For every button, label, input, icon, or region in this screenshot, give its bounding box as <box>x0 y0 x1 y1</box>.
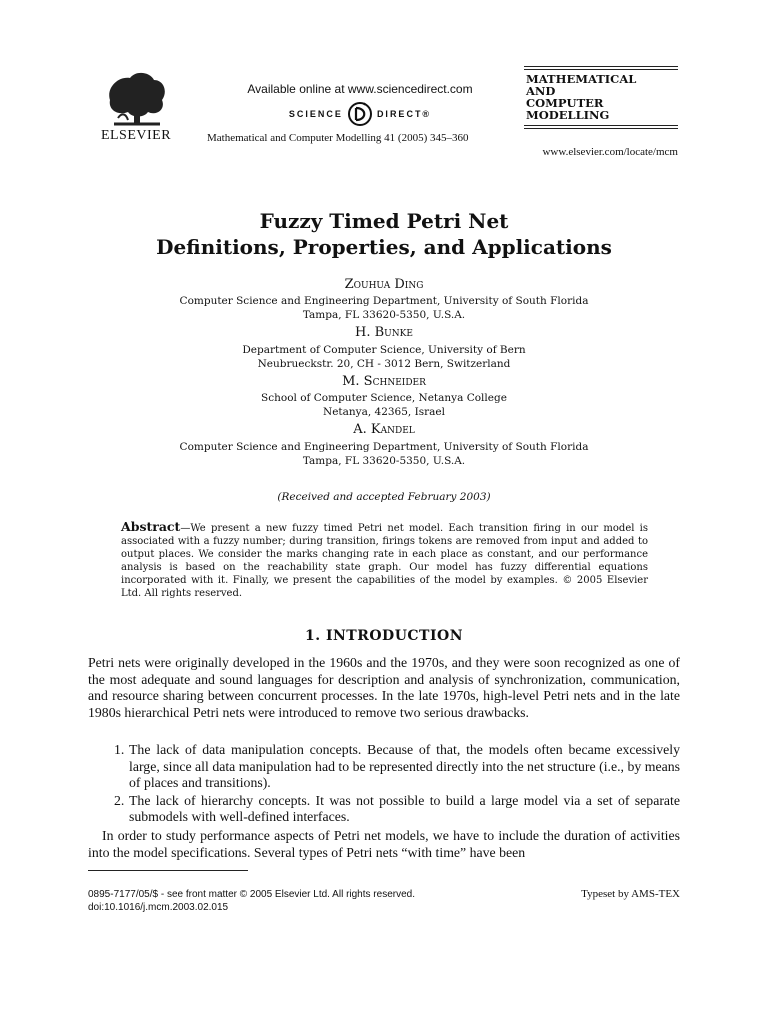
author-name: A. Kandel <box>353 422 415 437</box>
sciencedirect-right-word: DIRECT® <box>376 109 432 119</box>
title-line: Definitions, Properties, and Applications <box>156 235 612 259</box>
journal-citation: Mathematical and Computer Modelling 41 (2005) 345–360 <box>207 132 469 144</box>
issn-line: 0895-7177/05/$ - see front matter © 2005 Elsevier Ltd. All rights reserved. <box>88 889 415 900</box>
rule-bottom-1 <box>524 125 678 126</box>
sciencedirect-d-icon <box>347 101 373 127</box>
affiliation-line: Tampa, FL 33620-5350, U.S.A. <box>302 455 466 467</box>
abstract-label: Abstract <box>121 519 181 534</box>
list-item-text: The lack of hierarchy concepts. It was not possible to build a large model via a set of separate submodels with well-defined interfaces. <box>129 792 680 825</box>
author-name: M. Schneider <box>342 374 426 389</box>
list-item-number: 1. <box>114 742 125 757</box>
author-affiliation <box>60 343 708 371</box>
list-item-text: The lack of data manipulation concepts. Because of that, the models often became excessively large, since all data manipulation had to be represented directly into the net structure (i.e., by means of places and transitions). <box>129 742 680 791</box>
available-online-text: Available online at www.sciencedirect.com <box>247 82 473 96</box>
rule-top-2 <box>524 69 678 70</box>
journal-name-line: MATHEMATICAL <box>526 72 637 86</box>
journal-name <box>526 73 678 121</box>
sciencedirect-logo <box>250 103 470 125</box>
author-name: H. Bunke <box>355 325 413 340</box>
author-name: Zouhua Ding <box>344 277 424 292</box>
affiliation-line: Netanya, 42365, Israel <box>323 406 445 418</box>
journal-website: www.elsevier.com/locate/mcm <box>542 146 678 158</box>
list-item <box>114 793 680 826</box>
rule-top-1 <box>524 66 678 67</box>
elsevier-logo <box>96 70 176 146</box>
affiliation-line: Computer Science and Engineering Department, University of South Florida <box>179 441 589 453</box>
affiliation-line: Neubrueckstr. 20, CH - 3012 Bern, Switzerland <box>257 358 511 370</box>
elsevier-wordmark: ELSEVIER <box>100 128 172 143</box>
affiliation-line: School of Computer Science, Netanya College <box>261 392 507 404</box>
intro-paragraph-1: Petri nets were originally developed in the 1960s and the 1970s, and they were soon recognized as one of the most adequate and sound languages for description and analysis of synchronization, communication, and resource sharing between concurrent processes. In the late 1970s, high-level Petri nets and in the late 1980s hierarchical Petri nets were introduced to remove two serious drawbacks. <box>88 655 680 720</box>
journal-name-line: MODELLING <box>526 108 610 122</box>
list-item-number: 2. <box>114 792 125 808</box>
affiliation-line: Tampa, FL 33620-5350, U.S.A. <box>302 309 466 321</box>
doi-line: doi:10.1016/j.mcm.2003.02.015 <box>88 902 229 913</box>
title-line: Fuzzy Timed Petri Net <box>259 209 509 233</box>
received-date: (Received and accepted February 2003) <box>277 491 491 503</box>
author-affiliation <box>60 440 708 468</box>
section-heading: 1. INTRODUCTION <box>304 628 464 644</box>
journal-name-block <box>524 66 678 131</box>
journal-name-line: COMPUTER <box>526 96 604 110</box>
affiliation-line: Computer Science and Engineering Department, University of South Florida <box>179 295 589 307</box>
typeset-note: Typeset by AMS-TEX <box>581 888 680 900</box>
intro-paragraph-2: In order to study performance aspects of Petri net models, we have to include the duration of activities into the model specifications. Several types of Petri nets “with time” have been <box>88 828 680 860</box>
drawbacks-list <box>114 742 680 827</box>
journal-name-line: AND <box>526 84 556 98</box>
sciencedirect-left-word: SCIENCE <box>288 109 343 119</box>
rule-bottom-2 <box>524 128 678 129</box>
footnote-rule <box>88 870 248 871</box>
abstract <box>121 520 648 600</box>
abstract-text: —We present a new fuzzy timed Petri net model. Each transition firing in our model is associated with a fuzzy number; during transition, firings tokens are removed from input and added to output places. We consider the marks changing rate in each place as constant, and our performance analysis is based on the reachability state graph. Our model has fuzzy differential equations incorporated with it. Finally, we present the capabilities of the model by examples. © 2005 Elsevier Ltd. All rights reserved. <box>121 523 648 599</box>
affiliation-line: Department of Computer Science, University of Bern <box>242 344 526 356</box>
author-affiliation <box>60 391 708 419</box>
footnote <box>88 888 508 914</box>
author-affiliation <box>60 294 708 322</box>
elsevier-tree-icon <box>104 70 168 128</box>
list-item <box>114 742 680 792</box>
paper-title <box>60 208 708 260</box>
